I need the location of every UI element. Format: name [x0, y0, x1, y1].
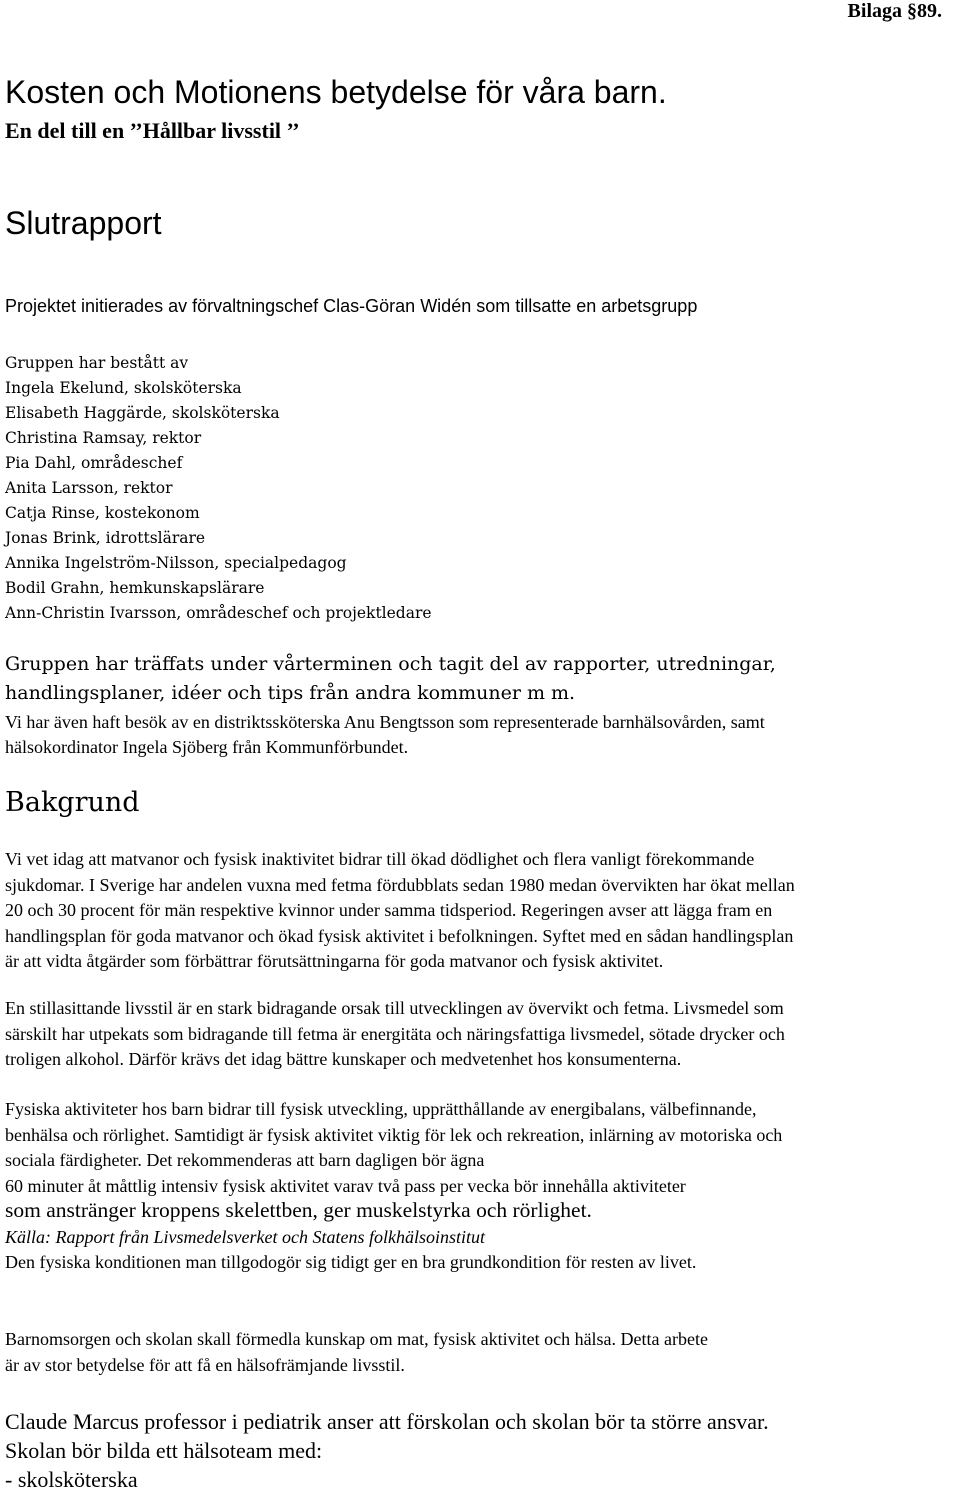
- list-item: Ann-Christin Ivarsson, områdeschef och projektledare: [5, 604, 432, 622]
- document-title: Kosten och Motionens betydelse för våra barn.: [5, 74, 667, 110]
- school-paragraph: [5, 1327, 708, 1378]
- background-heading: Bakgrund: [5, 787, 140, 818]
- list-item: Annika Ingelström-Nilsson, specialpedagog: [5, 554, 347, 572]
- background-paragraph-3: [5, 1097, 960, 1199]
- list-item: Pia Dahl, områdeschef: [5, 454, 183, 472]
- meetings-line: Gruppen har träffats under vårterminen och tagit del av rapporter, utredningar,: [5, 653, 776, 675]
- visit-line: Vi har även haft besök av en distriktssköterska Anu Bengtsson som representerade barnhälsovården, samt: [5, 712, 765, 732]
- paragraph-line: 20 och 30 procent för män respektive kvinnor under samma tidsperiod. Regeringen avser att lägga fram en: [5, 900, 773, 920]
- paragraph-line: troligen alkohol. Därför krävs det idag bättre kunskaper och medvetenhet hos konsumenterna.: [5, 1049, 682, 1069]
- paragraph-line: Barnomsorgen och skolan skall förmedla kunskap om mat, fysisk aktivitet och hälsa. Detta arbete: [5, 1329, 708, 1349]
- list-item: Anita Larsson, rektor: [5, 479, 173, 497]
- visit-line: hälsokordinator Ingela Sjöberg från Kommunförbundet.: [5, 737, 409, 757]
- source-citation: Källa: Rapport från Livsmedelsverket och Statens folkhälsoinstitut: [5, 1227, 485, 1247]
- paragraph-line: sjukdomar. I Sverige har andelen vuxna med fetma fördubblats sedan 1980 medan övervikten har ökat mellan: [5, 874, 795, 895]
- background-paragraph-1: [5, 847, 960, 975]
- list-item: - skolsköterska: [5, 1467, 138, 1492]
- meetings-line: handlingsplaner, idéer och tips från andra kommuner m m.: [5, 682, 576, 704]
- list-item: Elisabeth Haggärde, skolsköterska: [5, 404, 280, 422]
- paragraph-line: benhälsa och rörlighet. Samtidigt är fysisk aktivitet viktig för lek och rekreation, inlärning av motoriska och: [5, 1124, 783, 1145]
- list-item: Jonas Brink, idrottslärare: [5, 529, 206, 547]
- paragraph-line: handlingsplan för goda matvanor och ökad fysisk aktivitet i befolkningen. Syftet med en sådan handlingsplan: [5, 925, 794, 946]
- visit-paragraph: [5, 710, 765, 760]
- list-item: Catja Rinse, kostekonom: [5, 504, 200, 522]
- paragraph-line: Fysiska aktiviteter hos barn bidrar till fysisk utveckling, upprätthållande av energibalans, välbefinnande,: [5, 1099, 757, 1119]
- appendix-label: Bilaga §89.: [847, 0, 942, 22]
- background-paragraph-2: [5, 996, 960, 1073]
- paragraph-line: Skolan bör bilda ett hälsoteam med:: [5, 1438, 323, 1463]
- health-team-paragraph: [5, 1407, 769, 1494]
- paragraph-line: är att vidta åtgärder som förbättrar förutsättningarna för goda matvanor och fysisk aktivitet.: [5, 951, 664, 971]
- list-item: Ingela Ekelund, skolsköterska: [5, 379, 242, 397]
- meetings-paragraph: [5, 650, 776, 708]
- strain-line: som anstränger kroppens skelettben, ger muskelstyrka och rörlighet.: [5, 1198, 592, 1222]
- paragraph-line: En stillasittande livsstil är en stark bidragande orsak till utvecklingen av övervikt och fetma. Livsmedel som: [5, 998, 784, 1018]
- paragraph-line: Claude Marcus professor i pediatrik anser att förskolan och skolan bör ta större ansvar.: [5, 1409, 769, 1434]
- list-item: Christina Ramsay, rektor: [5, 429, 202, 447]
- paragraph-line: Vi vet idag att matvanor och fysisk inaktivitet bidrar till ökad dödlighet och flera vanligt förekommande: [5, 849, 755, 869]
- document-subtitle: En del till en ’’Hållbar livsstil ’’: [5, 118, 300, 143]
- group-members-list: [5, 351, 432, 626]
- paragraph-line: är av stor betydelse för att få en hälsofrämjande livsstil.: [5, 1354, 405, 1375]
- paragraph-line: särskilt har utpekats som bidragande till fetma är energitäta och näringsfattiga livsmedel, sötade drycker och: [5, 1023, 785, 1044]
- fitness-line: Den fysiska konditionen man tillgodogör sig tidigt ger en bra grundkondition för resten av livet.: [5, 1252, 697, 1272]
- report-heading: Slutrapport: [5, 205, 162, 241]
- paragraph-line: sociala färdigheter. Det rekommenderas att barn dagligen bör ägna: [5, 1150, 485, 1170]
- intro-text: Projektet initierades av förvaltningschef Clas-Göran Widén som tillsatte en arbetsgrupp: [5, 296, 698, 316]
- list-item: Bodil Grahn, hemkunskapslärare: [5, 579, 265, 597]
- group-heading: Gruppen har bestått av: [5, 354, 189, 372]
- paragraph-line: 60 minuter åt måttlig intensiv fysisk aktivitet varav två pass per vecka bör innehålla aktiviteter: [5, 1175, 686, 1196]
